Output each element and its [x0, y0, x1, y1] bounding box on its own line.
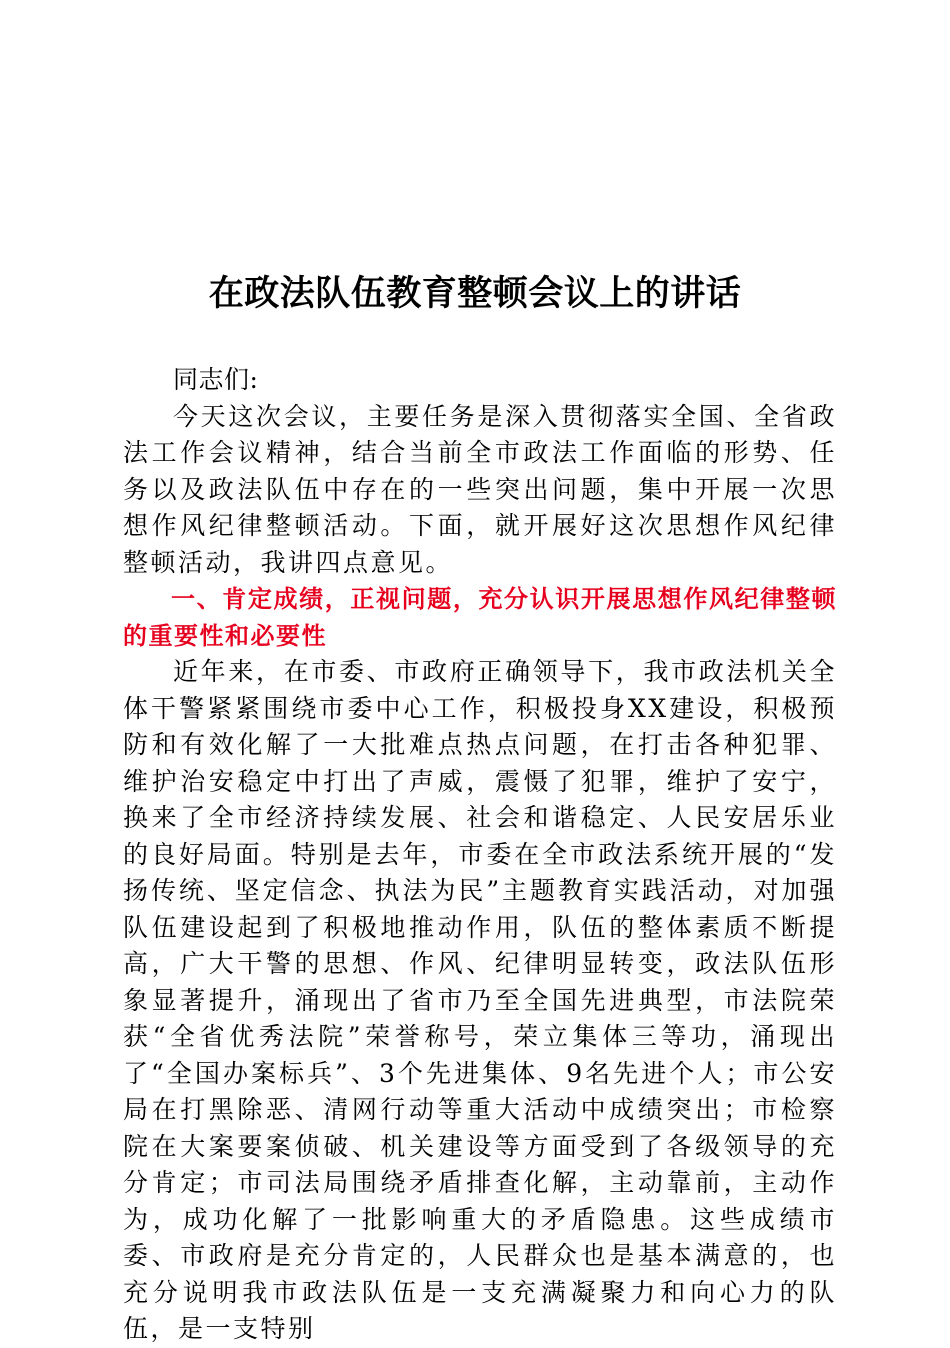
greeting: 同志们:: [173, 365, 259, 394]
section-heading: 一、肯定成绩，正视问题，充分认识开展思想作风纪律整顿的重要性和必要性: [123, 585, 837, 650]
document-body: [123, 362, 837, 1348]
intro-paragraph: 今天这次会议，主要任务是深入贯彻落实全国、全省政法工作会议精神，结合当前全市政法工作面临的形势、任务以及政法队伍中存在的一些突出问题，集中开展一次思想作风纪律整顿活动。下面，就开展好这次思想作风纪律整顿活动，我讲四点意见。: [123, 401, 837, 577]
body-paragraph: 近年来，在市委、市政府正确领导下，我市政法机关全体干警紧紧围绕市委中心工作，积极投身XX建设，积极预防和有效化解了一大批难点热点问题，在打击各种犯罪、维护治安稳定中打出了声威，震慑了犯罪，维护了安宁，换来了全市经济持续发展、社会和谐稳定、人民安居乐业的良好局面。特别是去年，市委在全市政法系统开展的“发扬传统、坚定信念、执法为民”主题教育实践活动，对加强队伍建设起到了积极地推动作用，队伍的整体素质不断提高，广大干警的思想、作风、纪律明显转变，政法队伍形象显著提升，涌现出了省市乃至全国先进典型，市法院荣获“全省优秀法院”荣誉称号，荣立集体三等功，涌现出了“全国办案标兵”、3个先进集体、9名先进个人；市公安局在打黑除恶、清网行动等重大活动中成绩突出；市检察院在大案要案侦破、机关建设等方面受到了各级领导的充分肯定；市司法局围绕矛盾排查化解，主动靠前，主动作为，成功化解了一批影响重大的矛盾隐患。这些成绩市委、市政府是充分肯定的，人民群众也是基本满意的，也充分说明我市政法队伍是一支充满凝聚力和向心力的队伍，是一支特别: [123, 657, 837, 1343]
document-title: 在政法队伍教育整顿会议上的讲话: [208, 274, 742, 314]
